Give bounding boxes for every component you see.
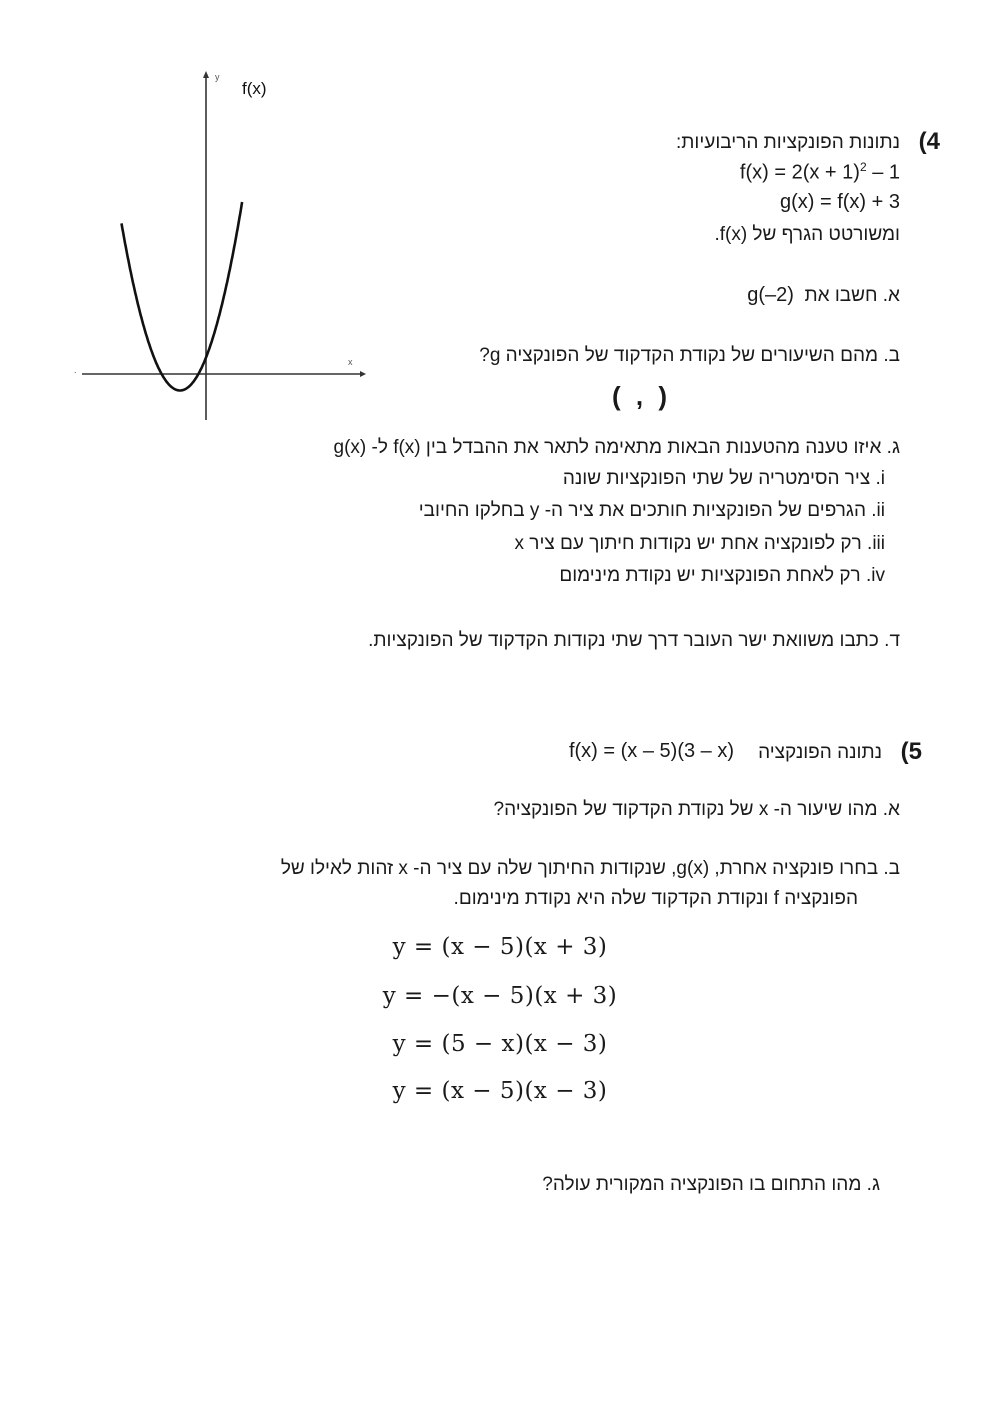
parabola-curve: [122, 202, 243, 391]
q5b-choice-2: y = −(x − 5)(x + 3): [382, 983, 618, 1009]
q4-sketch-note: ומשורטט הגרף של f(x).: [714, 224, 900, 245]
q4c-option-iv: iv. רק לאחת הפונקציות יש נקודת מינימום: [559, 565, 885, 586]
q4-f-tail: – 1: [866, 161, 900, 184]
q4c-option-iii: iii. רק לפונקציה אחת יש נקודות חיתוך עם ציר x: [514, 533, 885, 554]
q5b-question-line2: הפונקציה f ונקודת הקדקוד שלה היא נקודת מינימום.: [453, 888, 858, 909]
q5-f-definition: f(x) = (x – 5)(3 – x): [568, 740, 734, 762]
q4-intro: נתונות הפונקציות הריבועיות:: [676, 132, 900, 153]
q5a-question: א. מהו שיעור ה- x של נקודת הקדקוד של הפונקציה?: [493, 799, 900, 820]
q4-number: (4: [918, 128, 940, 155]
q4a-label: א. חשבו את: [804, 285, 900, 306]
q4-f-base: f(x) = 2(x + 1): [739, 161, 860, 184]
q4b-question: ב. מהם השיעורים של נקודת הקדקוד של הפונקציה g?: [479, 345, 900, 366]
q5c-question: ג. מהו התחום בו הפונקציה המקורית עולה?: [542, 1174, 880, 1195]
q4a-question: [747, 284, 900, 307]
q5-number: (5: [900, 738, 922, 765]
q4b-answer-blank: ( , ): [612, 381, 667, 411]
q5-intro: נתונה הפונקציה: [758, 742, 882, 763]
q5b-question-line1: ב. בחרו פונקציה אחרת, g(x), שנקודות החיתוך שלה עם ציר ה- x זהות לאילו של: [280, 858, 900, 879]
q4c-option-i: i. ציר הסימטריה של שתי הפונקציות שונה: [562, 468, 885, 489]
axis-dot: .: [74, 365, 77, 375]
q4-f-definition: [740, 160, 900, 185]
q4c-option-ii: ii. הגרפים של הפונקציות חותכים את ציר ה- y בחלקו החיובי: [418, 500, 885, 521]
q4d-question: ד. כתבו משוואת ישר העובר דרך שתי נקודות הקדקוד של הפונקציות.: [368, 630, 900, 651]
q4a-expression: g(–2): [747, 284, 794, 306]
x-axis-arrow: [360, 371, 366, 377]
function-graph: [60, 62, 370, 422]
q5b-choice-1: y = (x − 5)(x + 3): [392, 934, 608, 960]
q4-f-exponent: 2: [859, 160, 867, 174]
q4-g-definition: g(x) = f(x) + 3: [779, 191, 900, 213]
q4c-question: ג. איזו טענה מהטענות הבאות מתאימה לתאר את ההבדל בין f(x) ל- g(x): [333, 437, 900, 458]
y-axis-label: y: [215, 72, 220, 82]
q5b-choice-3: y = (5 − x)(x − 3): [392, 1031, 608, 1057]
x-axis-label: x: [348, 357, 353, 367]
y-axis-arrow: [203, 71, 209, 78]
graph-function-label: f(x): [242, 79, 267, 98]
q5b-choice-4: y = (x − 5)(x − 3): [392, 1078, 608, 1104]
